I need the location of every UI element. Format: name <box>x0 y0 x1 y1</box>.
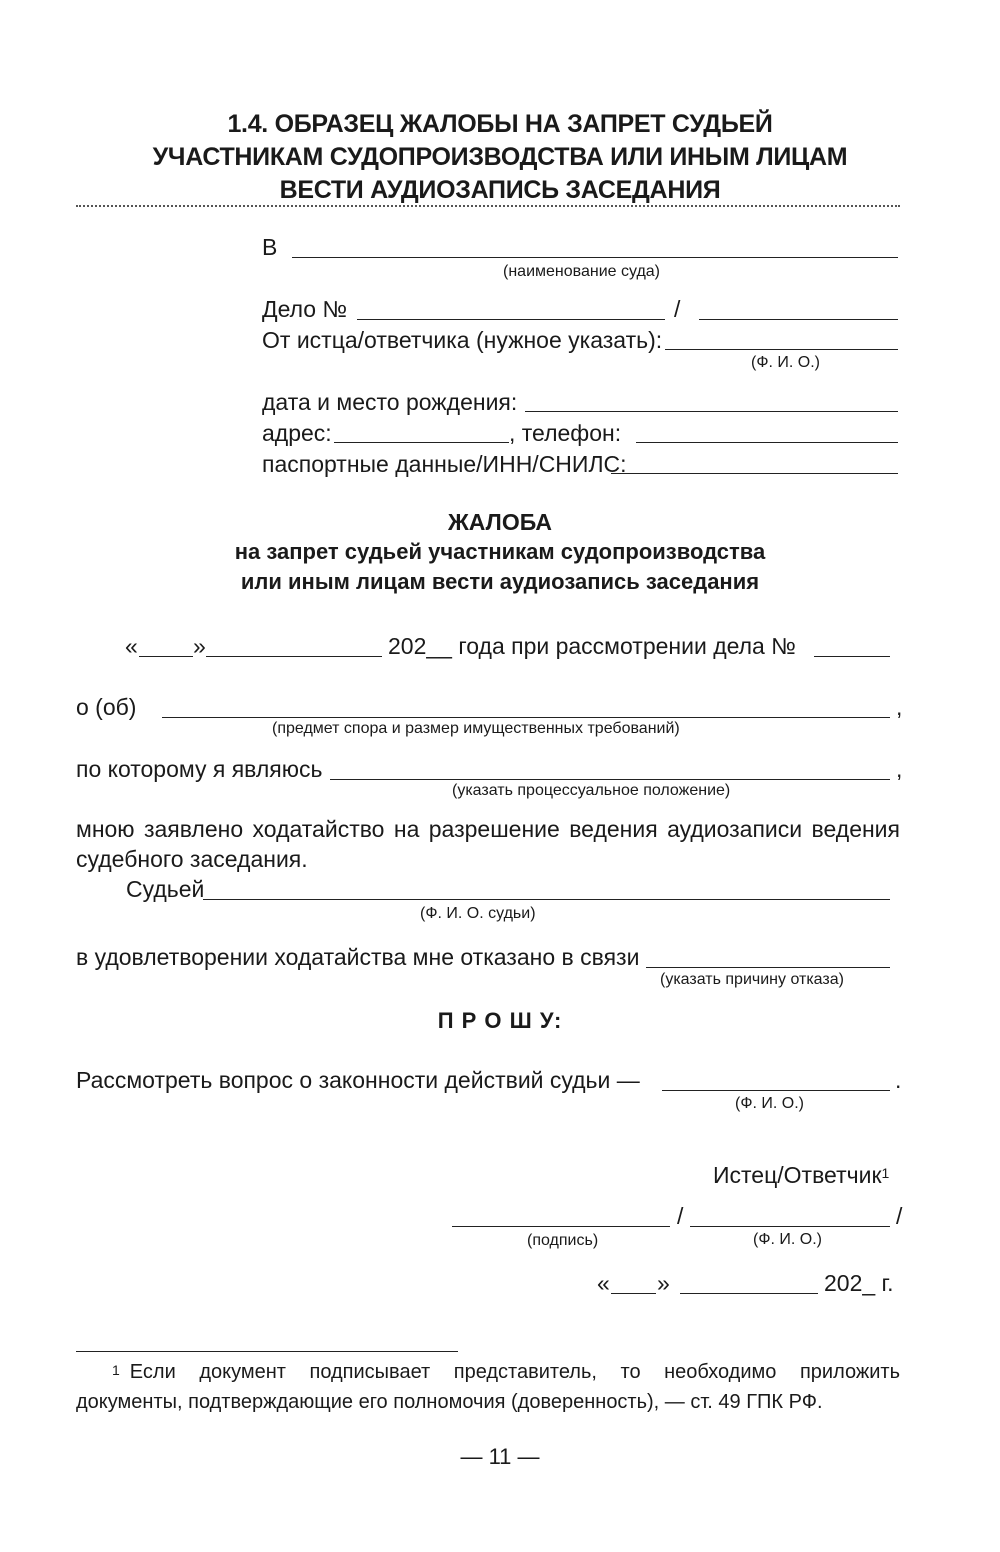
signature-fio-caption: (Ф. И. О.) <box>753 1231 822 1248</box>
title-line-3: ВЕСТИ АУДИОЗАПИСЬ ЗАСЕДАНИЯ <box>279 176 721 204</box>
complaint-subtitle-2: или иным лицам вести аудиозапись заседания <box>240 569 760 594</box>
to-label: В <box>262 234 278 260</box>
footnote-text: Если документ подписывает представитель, то необходимо приложить документы, подтверждающие его полномочия (доверенность), — ст. 49 ГПК РФ. <box>76 1361 900 1413</box>
birth-label: дата и место рождения: <box>262 389 518 415</box>
dispute-subject-caption: (предмет спора и размер имущественных требований) <box>272 720 680 737</box>
court-caption: (наименование суда) <box>503 263 660 280</box>
passport-field[interactable] <box>611 473 898 474</box>
court-name-field[interactable] <box>292 257 898 258</box>
address-field[interactable] <box>334 442 509 443</box>
case-number-field[interactable] <box>357 319 665 320</box>
request-fio-caption: (Ф. И. О.) <box>735 1095 804 1112</box>
dispute-subject-field[interactable] <box>162 717 890 718</box>
passport-label: паспортные данные/ИНН/СНИЛС: <box>262 451 627 477</box>
footnote-mark: 1 <box>112 1362 120 1378</box>
about-comma: , <box>896 694 903 720</box>
title-line-2: УЧАСТНИКАМ СУДОПРОИЗВОДСТВА ИЛИ ИНЫМ ЛИЦАМ <box>152 143 848 171</box>
document-title <box>0 108 1000 207</box>
judge-fio-field[interactable] <box>203 899 890 900</box>
signature-slash-2: / <box>896 1203 903 1229</box>
request-judge-fio-field[interactable] <box>662 1090 890 1091</box>
complaint-heading: ЖАЛОБА <box>448 509 552 535</box>
title-line-1: 1.4. ОБРАЗЕЦ ЖАЛОБЫ НА ЗАПРЕТ СУДЬЕЙ <box>227 110 773 138</box>
date-day-field[interactable] <box>139 656 193 657</box>
refusal-text: в удовлетворении ходатайства мне отказано в связи <box>76 944 640 970</box>
sign-date-close-quote: » <box>657 1270 670 1296</box>
date-month-field[interactable] <box>206 656 382 657</box>
phone-label: , телефон: <box>509 420 622 446</box>
applicant-fio-caption: (Ф. И. О.) <box>751 354 820 371</box>
judge-fio-caption: (Ф. И. О. судьи) <box>420 905 536 922</box>
dotted-divider <box>76 205 900 207</box>
sign-date-open-quote: « <box>597 1270 610 1296</box>
signature-fio-field[interactable] <box>690 1226 890 1227</box>
from-label: От истца/ответчика (нужное указать): <box>262 327 663 353</box>
procedural-role-caption: (указать процессуальное положение) <box>452 782 731 799</box>
signature-role: Истец/Ответчик$^1$ <box>713 1162 890 1188</box>
complaint-subtitle-1: на запрет судьей участникам судопроизводства <box>234 539 766 564</box>
case-number-field-2[interactable] <box>699 319 898 320</box>
footnote <box>76 1357 900 1417</box>
applicant-fio-field[interactable] <box>665 349 898 350</box>
sign-date-month-field[interactable] <box>680 1293 818 1294</box>
signature-caption: (подпись) <box>527 1232 599 1249</box>
motion-paragraph: мною заявлено ходатайство на разрешение ведения аудиозаписи ведения судебного заседания. <box>76 816 900 872</box>
request-end-dot: . <box>895 1067 902 1093</box>
phone-field[interactable] <box>636 442 898 443</box>
role-label: по которому я являюсь <box>76 756 323 782</box>
birth-field[interactable] <box>525 411 898 412</box>
signature-slash-1: / <box>677 1203 684 1229</box>
about-label: о (об) <box>76 694 137 720</box>
case-label: Дело № <box>262 296 348 322</box>
role-comma: , <box>896 756 903 782</box>
judge-label: Судьей <box>126 876 205 902</box>
year-case-text: 202__ года при рассмотрении дела № <box>388 633 796 659</box>
refusal-reason-caption: (указать причину отказа) <box>660 971 844 988</box>
footnote-reference: 1 <box>881 1165 890 1181</box>
request-heading: П Р О Ш У: <box>437 1008 563 1033</box>
request-text: Рассмотреть вопрос о законности действий судьи — <box>76 1067 640 1093</box>
sign-year-text: 202_ г. <box>824 1270 894 1296</box>
date-open-quote: « <box>125 633 138 659</box>
case-slash: / <box>674 296 681 322</box>
sign-date-day-field[interactable] <box>611 1293 656 1294</box>
footnote-divider <box>76 1351 458 1352</box>
signature-field[interactable] <box>452 1226 670 1227</box>
date-close-quote: » <box>193 633 206 659</box>
page-number: — 11 — <box>460 1444 540 1469</box>
procedural-role-field[interactable] <box>330 779 890 780</box>
refusal-reason-field[interactable] <box>646 967 890 968</box>
address-label: адрес: <box>262 420 332 446</box>
case-number-field-body[interactable] <box>814 656 890 657</box>
